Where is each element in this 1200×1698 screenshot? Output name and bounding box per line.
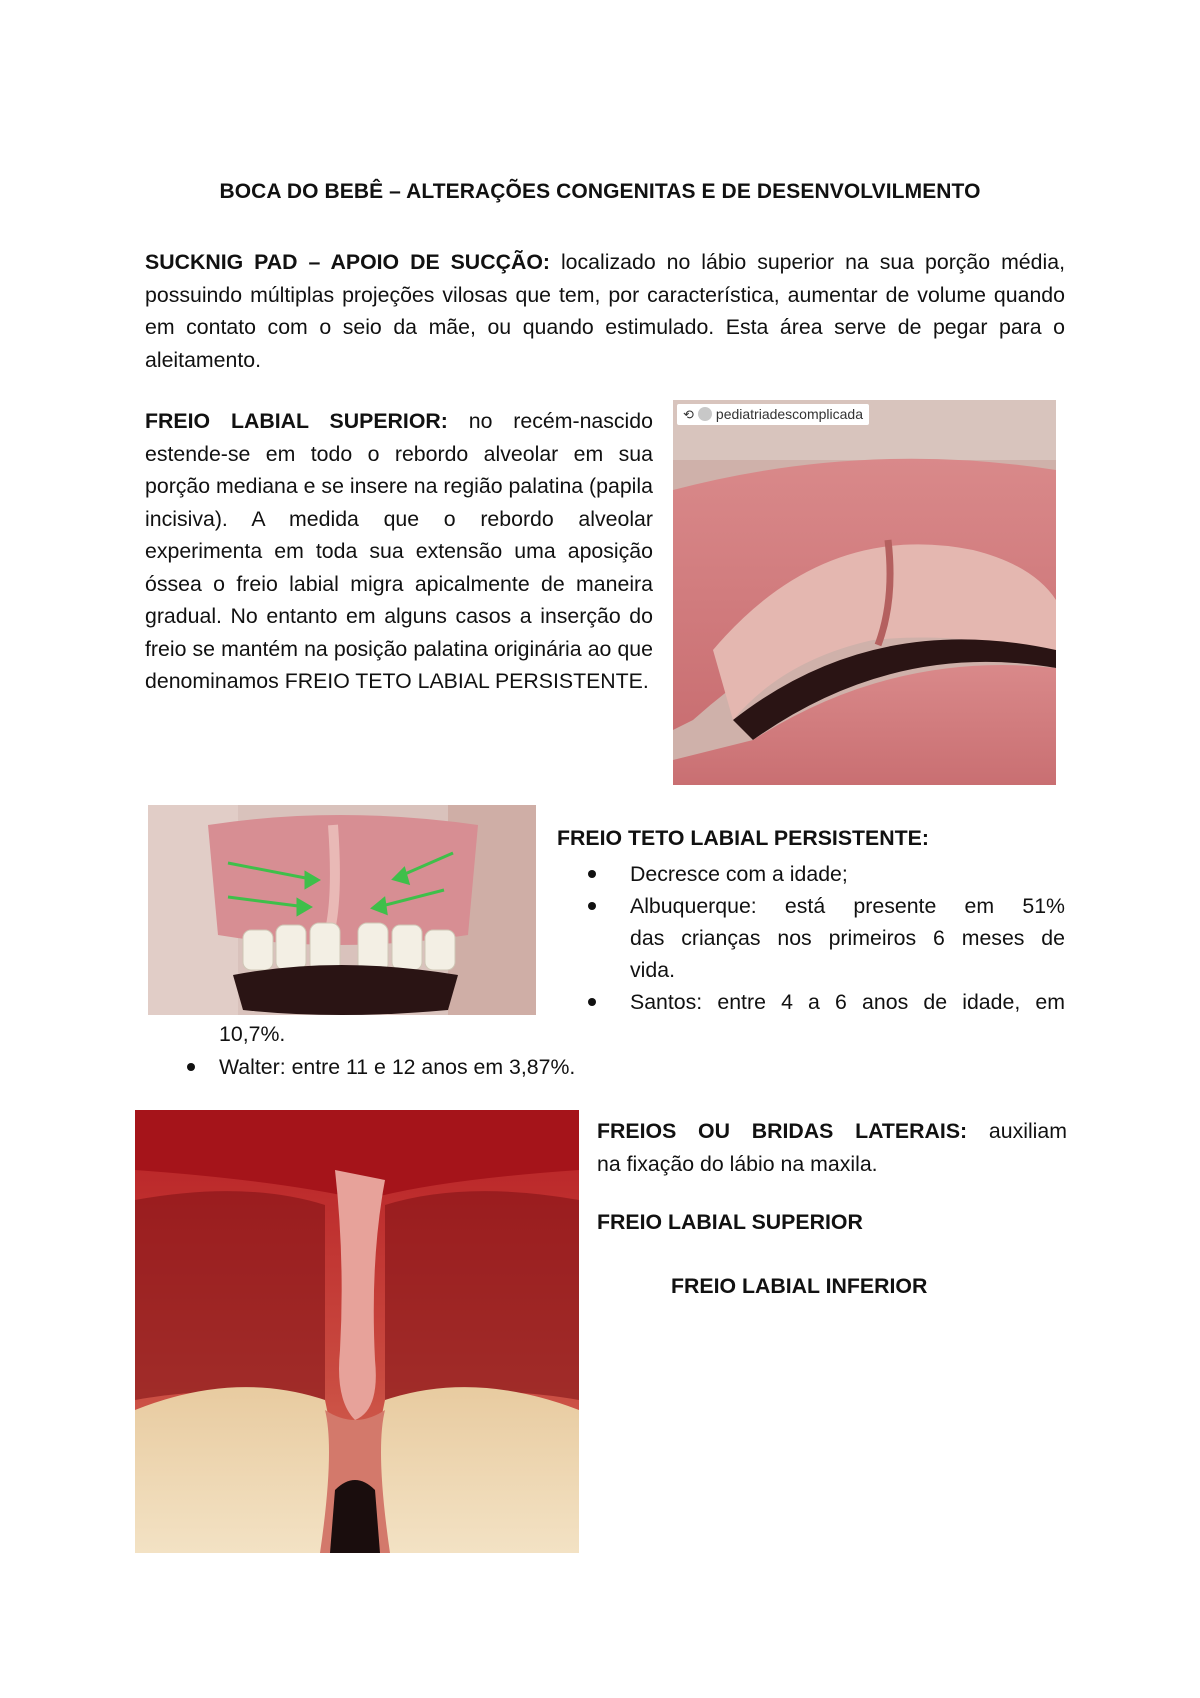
bullet-dot bbox=[187, 1063, 195, 1071]
laterais-paragraph bbox=[597, 1115, 1067, 1180]
watermark-text: pediatriadescomplicada bbox=[715, 406, 863, 422]
bullet-text: Decresce com a idade; bbox=[630, 862, 848, 886]
label-freio-inferior: FREIO LABIAL INFERIOR bbox=[671, 1274, 928, 1298]
laterais-text-1: auxiliam bbox=[967, 1119, 1067, 1143]
frenum-arrows-photo bbox=[148, 805, 536, 1015]
freio-superior-paragraph bbox=[145, 405, 653, 698]
persistente-bullet-2 bbox=[575, 890, 1065, 922]
persistente-bullet-3-end: 10,7%. bbox=[219, 1022, 286, 1046]
bullet-dot bbox=[588, 998, 596, 1006]
persistente-heading: FREIO TETO LABIAL PERSISTENTE: bbox=[557, 826, 929, 850]
page-title: BOCA DO BEBÊ – ALTERAÇÕES CONGENITAS E DE DESENVOLVILMENTO bbox=[219, 180, 981, 203]
bullet-text: Santos: entre 4 a 6 anos de idade, em bbox=[630, 990, 1065, 1014]
bullet-dot bbox=[588, 870, 596, 878]
repost-icon: ⟲ bbox=[683, 407, 694, 422]
laterais-text-2: na fixação do lábio na maxila. bbox=[597, 1151, 878, 1176]
freio-superior-text: no recém-nascido estende-se em todo o rebordo alveolar em sua porção mediana e se insere na região palatina (papila incisiva). A medida que o rebordo alveolar experimenta em toda sua extensão uma aposição óssea o freio labial migra apicalmente de maneira gradual. No entanto em alguns casos a inserção do freio se mantém na posição palatina originária ao que denominamos FREIO TETO LABIAL PERSISTENTE. bbox=[145, 409, 653, 693]
sucking-pad-text: localizado no lábio superior na sua porção média, possuindo múltiplas projeções vilosas que tem, por característica, aumentar de volume quando em contato com o seio da mãe, ou quando estimulado. Esta área serve de pegar para o aleitamento. bbox=[145, 250, 1065, 372]
baby-lip-photo bbox=[673, 400, 1056, 785]
bullet-dot bbox=[588, 902, 596, 910]
bullet-text: Walter: entre 11 e 12 anos em 3,87%. bbox=[219, 1055, 576, 1079]
laterais-heading: FREIOS OU BRIDAS LATERAIS: bbox=[597, 1119, 968, 1143]
sucking-pad-paragraph bbox=[145, 246, 1065, 376]
label-freio-superior: FREIO LABIAL SUPERIOR bbox=[597, 1210, 863, 1234]
frenum-closeup-photo bbox=[135, 1110, 579, 1553]
persistente-bullet-2-cont: das crianças nos primeiros 6 meses de bbox=[630, 926, 1065, 950]
sucking-pad-heading: SUCKNIG PAD – APOIO DE SUCÇÃO: bbox=[145, 250, 550, 274]
watermark-label bbox=[677, 404, 869, 425]
freio-superior-heading: FREIO LABIAL SUPERIOR: bbox=[145, 409, 448, 433]
persistente-bullet-3 bbox=[575, 986, 1065, 1018]
persistente-bullet-2-end: vida. bbox=[630, 958, 675, 982]
bullet-text: Albuquerque: está presente em 51% bbox=[630, 894, 1065, 918]
watermark-avatar bbox=[698, 407, 712, 421]
